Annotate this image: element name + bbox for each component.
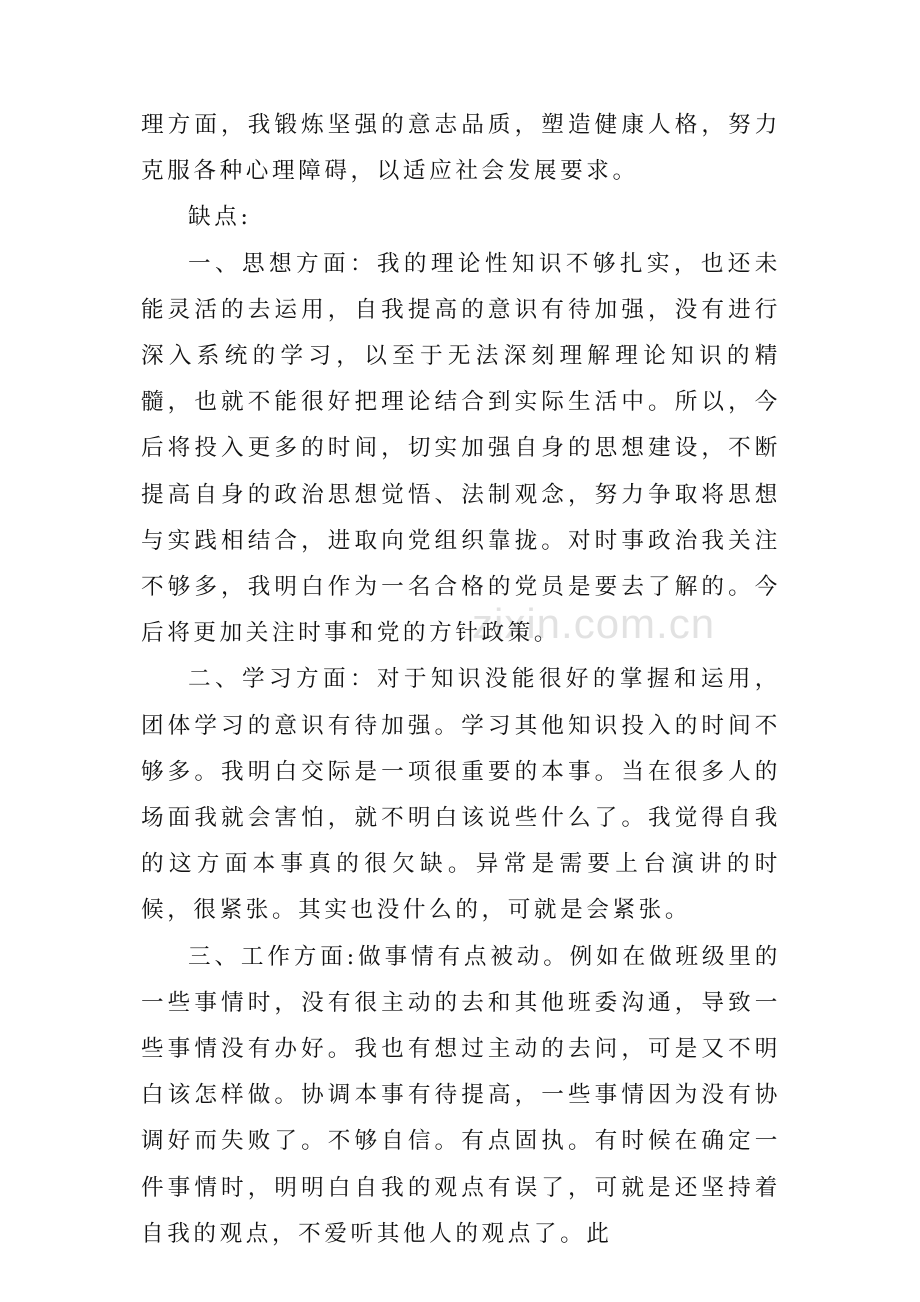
watermark: zixin.com.cn — [472, 600, 716, 647]
paragraph-work: 三、工作方面:做事情有点被动。例如在做班级里的一些事情时，没有很主动的去和其他班委沟通，导致一些事情没有办好。我也有想过主动的去问，可是又不明白该怎样做。协调本事有待提高，一些事情因为没有协调好而失败了。不够自信。有点固执。有时候在确定一件事情时，明明白自我的观点有误了，可就是还坚持着自我的观点，不爱听其他人的观点了。此 — [141, 943, 781, 1247]
paragraph-continuation: 理方面，我锻炼坚强的意志品质，塑造健康人格，努力克服各种心理障碍，以适应社会发展要求。 — [141, 112, 781, 185]
document-body — [141, 102, 781, 1257]
paragraph-study: 二、学习方面：对于知识没能很好的掌握和运用，团体学习的意识有待加强。学习其他知识投入的时间不够多。我明白交际是一项很重要的本事。当在很多人的场面我就会害怕，就不明白该说些什么了。我觉得自我的这方面本事真的很欠缺。异常是需要上台演讲的时候，很紧张。其实也没什么的，可就是会紧张。 — [141, 666, 781, 924]
heading-shortcomings: 缺点: — [188, 204, 252, 231]
paragraph-thought: 一、思想方面：我的理论性知识不够扎实，也还未能灵活的去运用，自我提高的意识有待加强，没有进行深入系统的学习，以至于无法深刻理解理论知识的精髓，也就不能很好把理论结合到实际生活中。所以，今后将投入更多的时间，切实加强自身的思想建设，不断提高自身的政治思想觉悟、法制观念，努力争取将思想与实践相结合，进取向党组织靠拢。对时事政治我关注不够多，我明白作为一名合格的党员是要去了解的。今后将更加关注时事和党的方针政策。 — [141, 250, 781, 647]
